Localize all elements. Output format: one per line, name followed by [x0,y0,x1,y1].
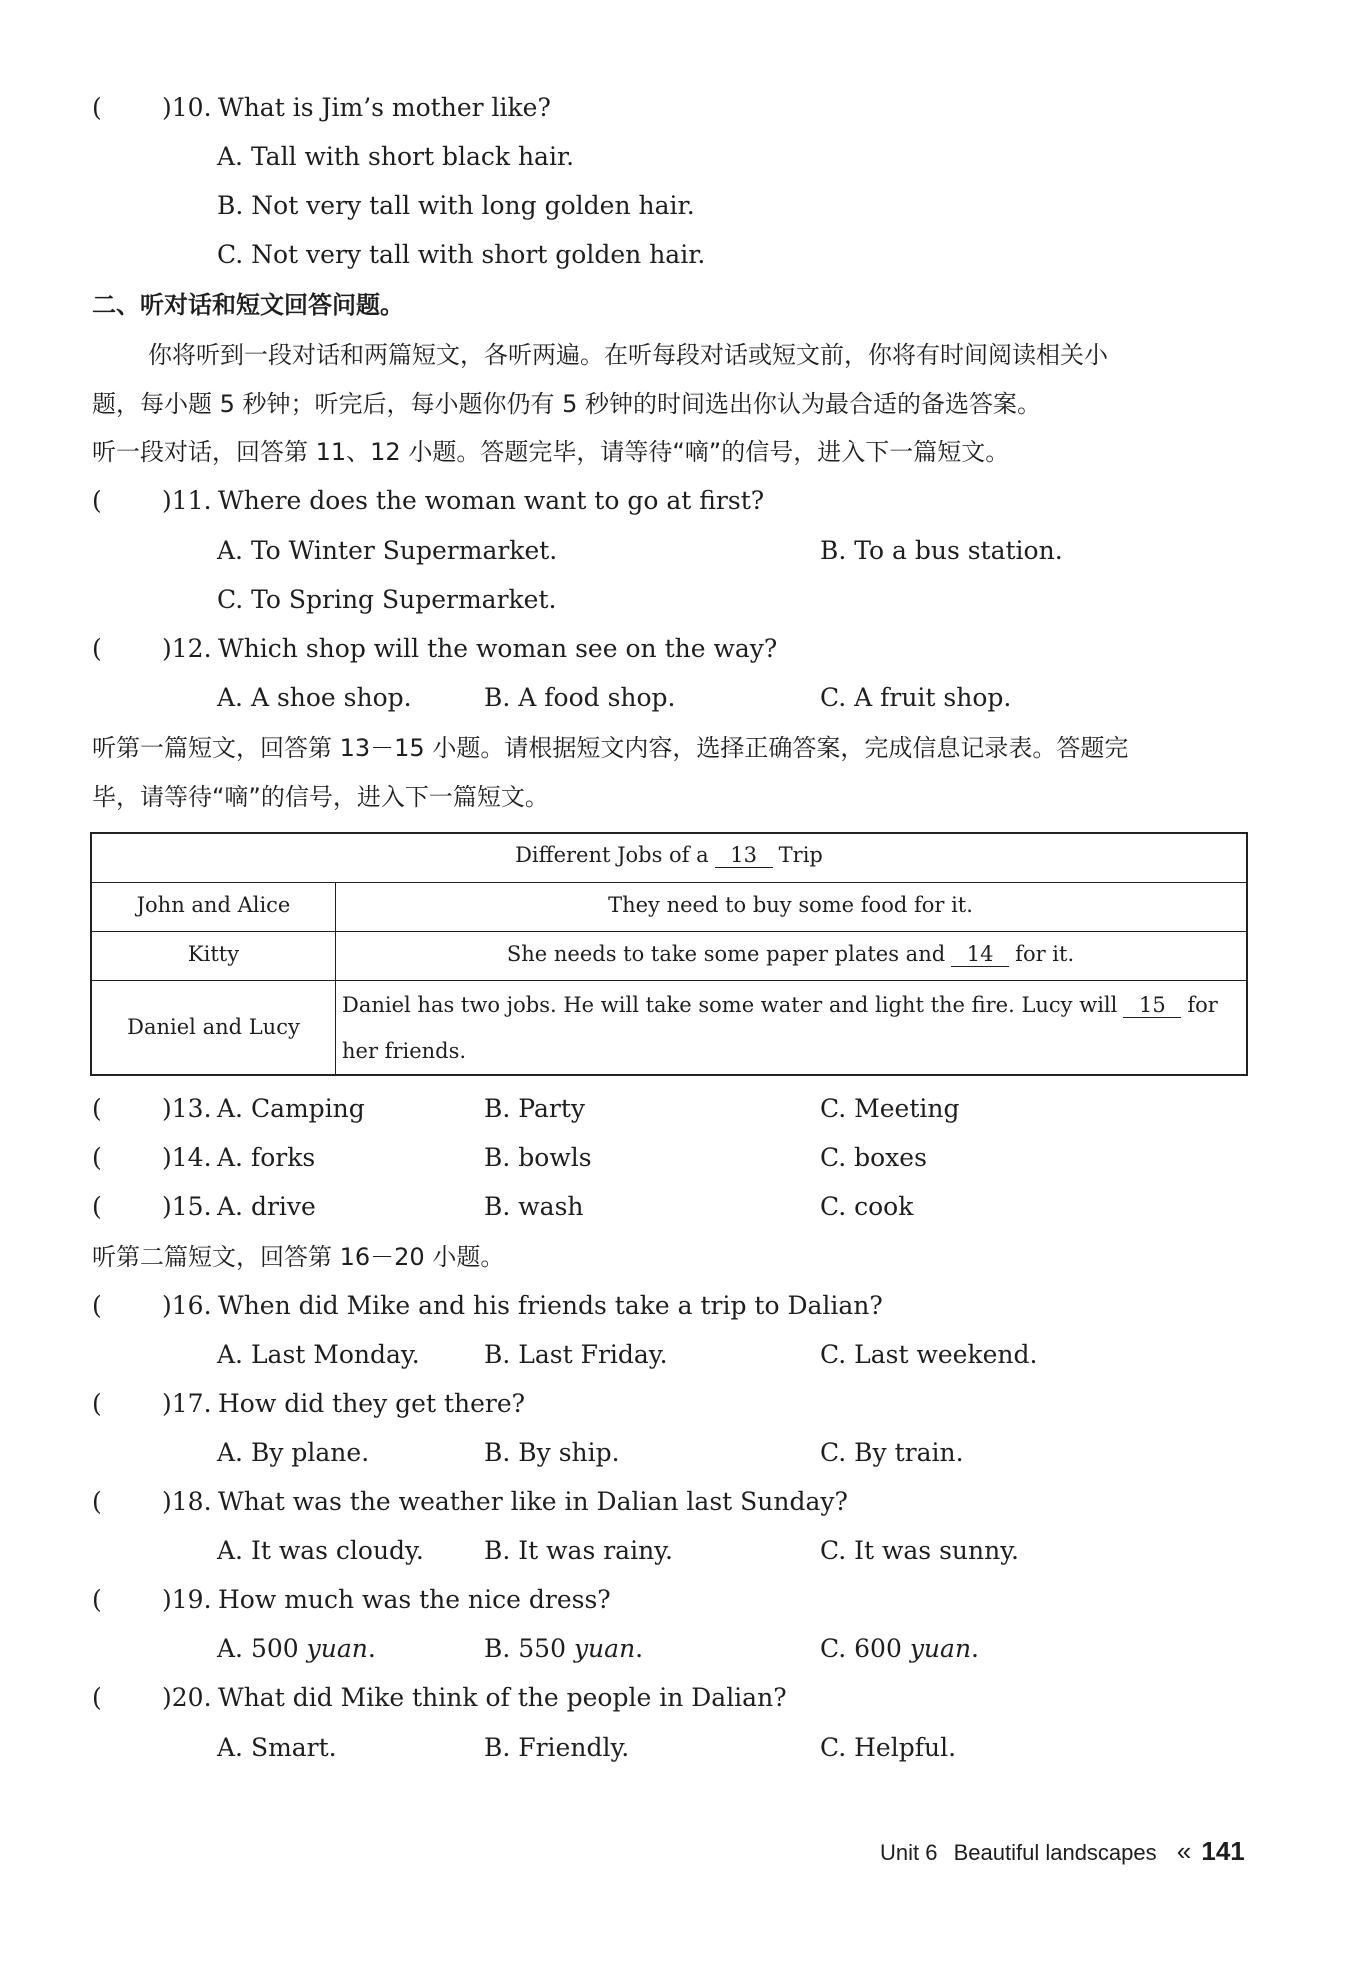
passage1-instructions-line1: 听第一篇短文，回答第 13－15 小题。请根据短文内容，选择正确答案，完成信息记录表。答题完 [92,734,1129,762]
option-b: B. A food shop. [484,683,676,712]
option-b: B. 550 yuan. [484,1634,644,1663]
question-text: How did they get there? [218,1389,526,1418]
dialog-instructions: 听一段对话，回答第 11、12 小题。答题完毕，请等待“嘀”的信号，进入下一篇短文。 [92,438,1010,466]
option-b: B. It was rainy. [484,1536,673,1565]
blank-14: 14 [951,942,1009,967]
option-b: B. wash [484,1192,584,1221]
option-b: B. bowls [484,1143,592,1172]
option-a: A. By plane. [217,1438,370,1467]
option-a: A. A shoe shop. [217,683,412,712]
option-c: C. A fruit shop. [820,683,1012,712]
answer-bracket-open: ( [92,1291,102,1320]
table-row [92,980,1246,1077]
answer-bracket-open: ( [92,1094,102,1123]
table-cell-job: She needs to take some paper plates and 14 for it. [506,942,1075,966]
option-a: A. Last Monday. [217,1340,420,1369]
question-number: )10. [162,93,212,122]
option-a: A. drive [217,1192,316,1221]
answer-bracket-open: ( [92,93,102,122]
question-text: What was the weather like in Dalian last Sunday? [218,1487,848,1516]
question-number: )11. [162,486,212,515]
option-a: A. It was cloudy. [217,1536,424,1565]
option-c: C. cook [820,1192,914,1221]
option-a: A. 500 yuan. [217,1634,376,1663]
table-title-row [92,834,1246,882]
section-heading: 二、听对话和短文回答问题。 [92,291,404,319]
question-number: )19. [162,1585,212,1614]
answer-bracket-open: ( [92,634,102,663]
table-cell-job: They need to buy some food for it. [608,893,973,917]
table-cell-name: Kitty [187,942,240,966]
option-c: C. To Spring Supermarket. [217,585,557,614]
option-a: A. Camping [217,1094,365,1123]
question-text: When did Mike and his friends take a trip to Dalian? [218,1291,883,1320]
question-number: )16. [162,1291,212,1320]
answer-bracket-open: ( [92,1585,102,1614]
passage1-instructions-line2: 毕，请等待“嘀”的信号，进入下一篇短文。 [92,783,549,811]
table-cell-name: Daniel and Lucy [127,1015,300,1039]
option-c: C. By train. [820,1438,964,1467]
table-row [92,882,1246,932]
blank-13: 13 [715,843,773,868]
info-record-table [90,832,1248,1076]
option-a: A. Smart. [217,1733,337,1762]
option-c: C. Helpful. [820,1733,957,1762]
option-c: C. It was sunny. [820,1536,1019,1565]
footer-unit: Unit 6 [880,1840,938,1865]
question-number: )15. [162,1192,212,1221]
question-number: )18. [162,1487,212,1516]
answer-bracket-open: ( [92,1683,102,1712]
option-b: B. Friendly. [484,1733,630,1762]
question-number: )12. [162,634,212,663]
table-cell-name: John and Alice [136,893,291,917]
table-row [92,931,1246,981]
answer-bracket-open: ( [92,1143,102,1172]
option-c: C. 600 yuan. [820,1634,979,1663]
answer-bracket-open: ( [92,486,102,515]
option-c: C. Not very tall with short golden hair. [217,240,706,269]
question-text: Which shop will the woman see on the way? [218,634,778,663]
answer-bracket-open: ( [92,1389,102,1418]
option-c: C. Last weekend. [820,1340,1038,1369]
chevron-left-icon: « [1176,1836,1192,1866]
question-number: )14. [162,1143,212,1172]
page-number: 141 [1201,1836,1245,1866]
question-number: )17. [162,1389,212,1418]
page-footer [880,1836,1245,1867]
table-column-divider [335,882,336,1074]
table-title: Different Jobs of a 13 Trip [515,843,823,867]
answer-bracket-open: ( [92,1192,102,1221]
blank-15: 15 [1123,993,1181,1018]
option-a: A. Tall with short black hair. [217,142,575,171]
question-text: Where does the woman want to go at first? [218,486,765,515]
table-cell-job: Daniel has two jobs. He will take some water and light the fire. Lucy will 15 for [342,993,1218,1017]
question-number: )13. [162,1094,212,1123]
option-b: B. To a bus station. [820,536,1063,565]
section-instructions-line1: 你将听到一段对话和两篇短文，各听两遍。在听每段对话或短文前，你将有时间阅读相关小 [148,341,1108,369]
option-b: B. By ship. [484,1438,620,1467]
table-cell-job-continued: her friends. [342,1039,467,1063]
option-b: B. Not very tall with long golden hair. [217,191,695,220]
option-c: C. boxes [820,1143,927,1172]
option-a: A. forks [217,1143,316,1172]
passage2-instructions: 听第二篇短文，回答第 16－20 小题。 [92,1243,505,1271]
option-b: B. Last Friday. [484,1340,668,1369]
option-b: B. Party [484,1094,585,1123]
question-text: How much was the nice dress? [218,1585,611,1614]
question-text: What did Mike think of the people in Dalian? [218,1683,787,1712]
option-c: C. Meeting [820,1094,960,1123]
question-text: What is Jim’s mother like? [218,93,551,122]
section-instructions-line2: 题，每小题 5 秒钟；听完后，每小题你仍有 5 秒钟的时间选出你认为最合适的备选答案。 [92,390,1042,418]
footer-title: Beautiful landscapes [953,1840,1157,1865]
answer-bracket-open: ( [92,1487,102,1516]
question-number: )20. [162,1683,212,1712]
option-a: A. To Winter Supermarket. [217,536,558,565]
